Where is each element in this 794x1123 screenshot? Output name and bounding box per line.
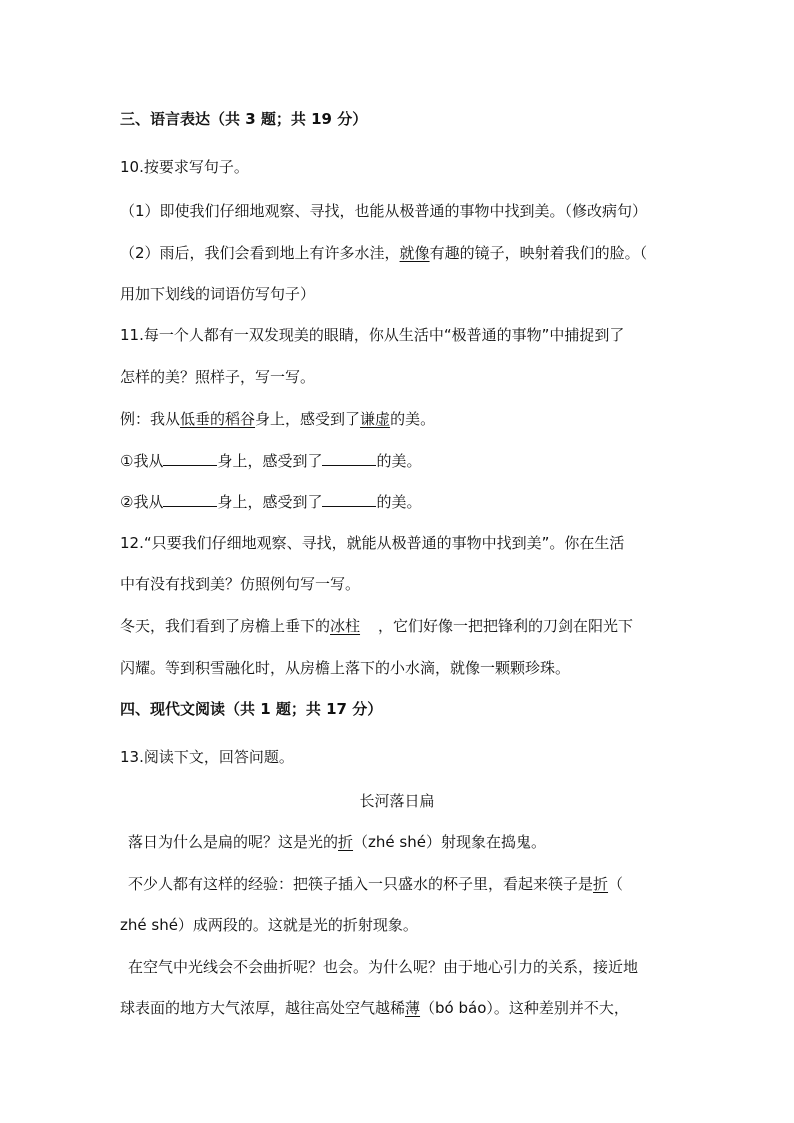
q11-item2-a: ②我从 <box>120 493 164 511</box>
answer-blank[interactable] <box>163 451 217 466</box>
q11-example-underline-2: 谦虚 <box>360 410 391 428</box>
p1-underlined-char: 折 <box>338 833 354 851</box>
q11-item1-b: 身上，感受到了 <box>217 452 323 470</box>
answer-blank[interactable] <box>322 451 376 466</box>
q11-example-b: 身上，感受到了 <box>255 410 361 428</box>
passage-paragraph-1 <box>128 831 546 853</box>
passage-paragraph-2-cont: zhé shé）成两段的。这就是光的折射现象。 <box>120 916 418 934</box>
q11-example-underline-1: 低垂的稻谷 <box>180 410 256 428</box>
passage-paragraph-3: 在空气中光线会不会曲折呢？也会。为什么呢？由于地心引力的关系，接近地 <box>128 958 639 976</box>
q10-part2-cont: 用加下划线的词语仿写句子） <box>120 285 316 303</box>
q12-line3-a: 冬天，我们看到了房檐上垂下的 <box>120 617 331 635</box>
q13-title: 13.阅读下文，回答问题。 <box>120 748 294 766</box>
q10-part2-text-rest: 有趣的镜子，映射着我们的脸。（ <box>429 244 648 262</box>
q11-item1 <box>120 450 421 472</box>
q11-example-a: 例：我从 <box>120 410 181 428</box>
q11-item2-b: 身上，感受到了 <box>217 493 323 511</box>
q10-part2 <box>120 242 647 264</box>
p3-text: 球表面的地方大气浓厚，越往高处空气越稀 <box>120 999 406 1017</box>
q10-title: 10.按要求写句子。 <box>120 158 249 176</box>
p2-underlined-char: 折 <box>593 875 609 893</box>
q11-item1-a: ①我从 <box>120 452 164 470</box>
q11-example-c: 的美。 <box>390 410 436 428</box>
q11-example <box>120 408 435 430</box>
passage-paragraph-3-cont <box>120 997 629 1019</box>
q11-line2: 怎样的美？照样子，写一写。 <box>120 368 316 386</box>
q12-line4: 闪耀。等到积雪融化时，从房檐上落下的小水滴，就像一颗颗珍珠。 <box>120 659 571 677</box>
q10-underlined-word: 就像 <box>399 244 430 262</box>
section-3-heading: 三、语言表达（共 3 题；共 19 分） <box>120 110 368 128</box>
q12-underlined-word: 冰柱 <box>330 617 361 635</box>
q12-line1: 12.“只要我们仔细地观察、寻找，就能从极普通的事物中找到美”。你在生活 <box>120 534 625 552</box>
q10-part1: （1）即使我们仔细地观察、寻找，也能从极普通的事物中找到美。（修改病句） <box>120 202 648 220</box>
p3-text-rest: （bó báo）。这种差别并不大， <box>420 999 629 1017</box>
q10-part2-text: （2）雨后，我们会看到地上有许多水洼， <box>120 244 400 262</box>
p3-underlined-char: 薄 <box>405 999 421 1017</box>
p2-text: 不少人都有这样的经验：把筷子插入一只盛水的杯子里，看起来筷子是 <box>128 875 594 893</box>
q11-item2 <box>120 491 421 513</box>
q12-line2: 中有没有找到美？仿照例句写一写。 <box>120 575 361 593</box>
q11-line1: 11.每一个人都有一双发现美的眼睛，你从生活中“极普通的事物”中捕捉到了 <box>120 326 625 344</box>
answer-blank[interactable] <box>322 492 376 507</box>
section-4-heading: 四、现代文阅读（共 1 题；共 17 分） <box>120 700 383 718</box>
passage-paragraph-2 <box>128 873 623 895</box>
passage-title: 长河落日扁 <box>359 792 435 810</box>
p1-text: 落日为什么是扁的呢？这是光的 <box>128 833 339 851</box>
answer-blank[interactable] <box>163 492 217 507</box>
p1-text-rest: （zhé shé）射现象在捣鬼。 <box>353 833 546 851</box>
q11-item2-c: 的美。 <box>376 493 422 511</box>
q12-line3-b: ，它们好像一把把锋利的刀剑在阳光下 <box>378 617 634 635</box>
p2-text-rest: （ <box>608 875 624 893</box>
q11-item1-c: 的美。 <box>376 452 422 470</box>
q12-line3 <box>120 615 633 637</box>
